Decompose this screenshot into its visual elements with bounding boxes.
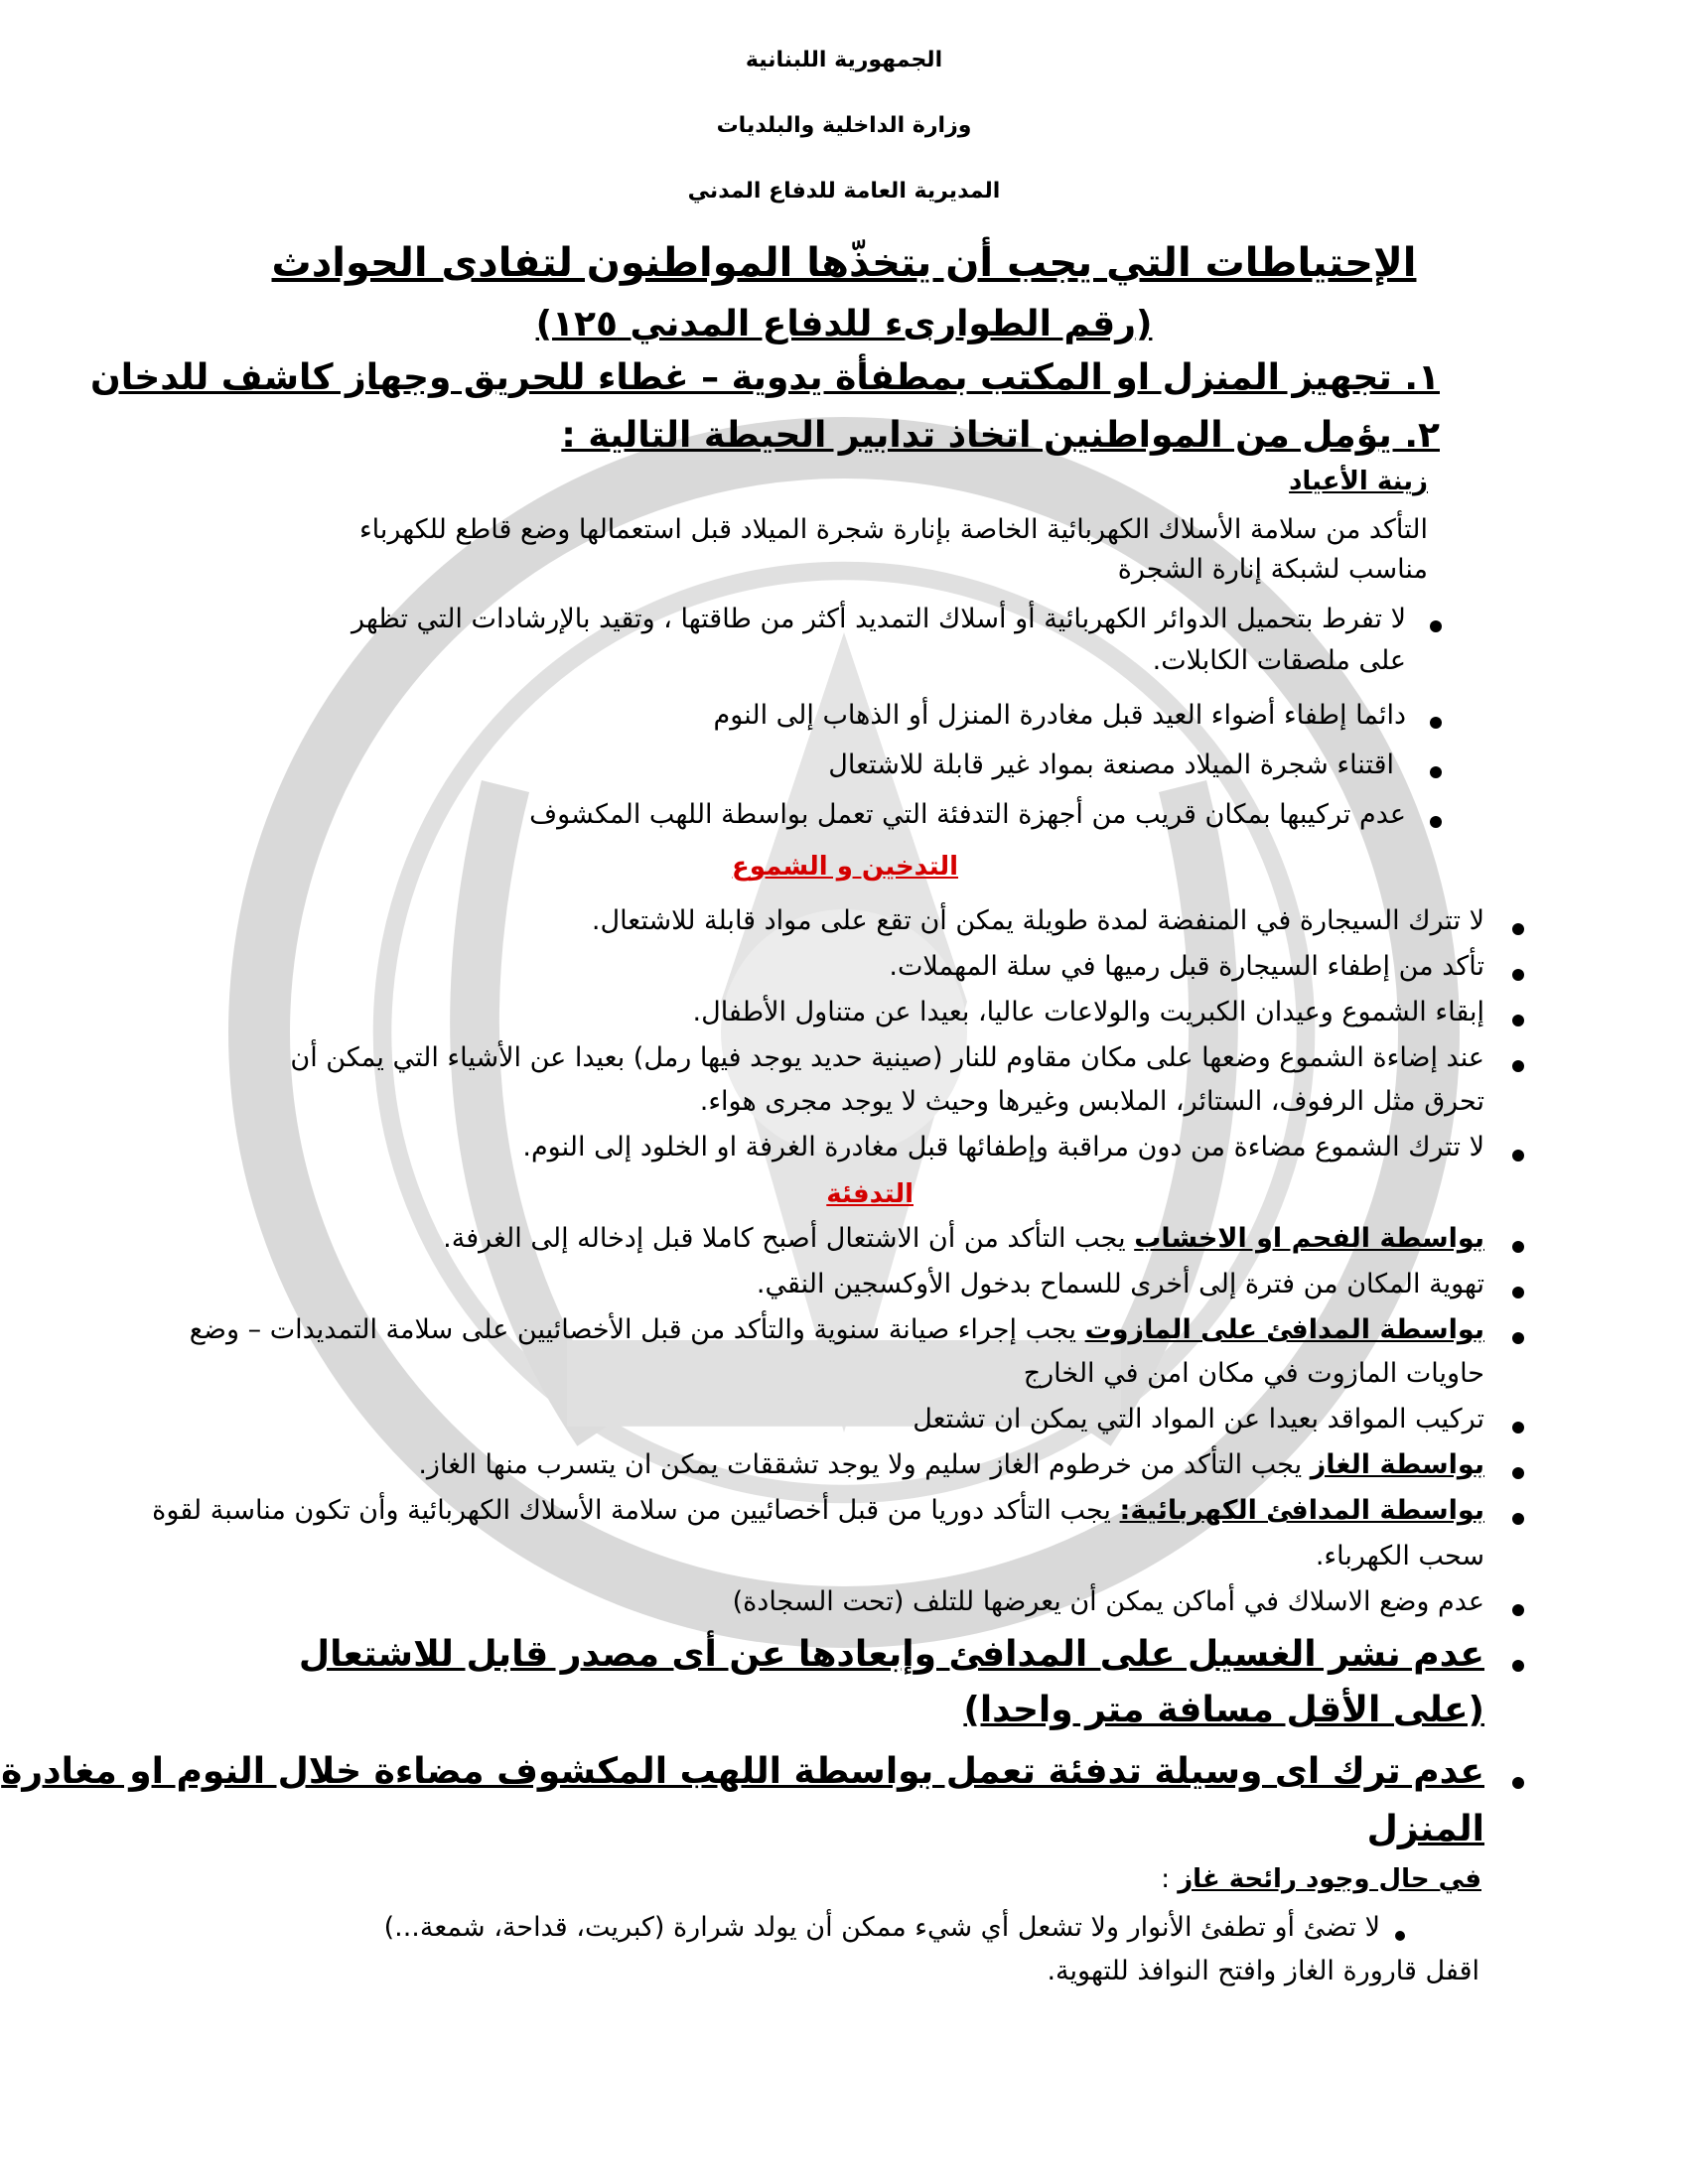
bullet-icon bbox=[1512, 1422, 1524, 1433]
gas-heading-row bbox=[1161, 1864, 1481, 1894]
holidays-bullet-2: دائما إطفاء أضواء العيد قبل مغادرة المنزل أو الذهاب إلى النوم bbox=[713, 700, 1406, 731]
heating-bullet-8-line1: عدم نشر الغسيل على المدافئ وإبعادها عن أى مصدر قابل للاشتعال bbox=[298, 1634, 1484, 1675]
item-1-equipment: ١. تجهيز المنزل او المكتب بمطفأة يدوية – غطاء للحريق وجهاز كاشف للدخان bbox=[90, 357, 1440, 398]
header-republic: الجمهورية اللبنانية bbox=[745, 48, 943, 72]
bullet-icon bbox=[1512, 1467, 1524, 1479]
heating-bullet-5 bbox=[418, 1449, 1484, 1480]
smoking-bullet-4-line1: عند إضاءة الشموع وضعها على مكان مقاوم للنار (صينية حديد يوجد فيها رمل) بعيدا عن الأشياء التي يمكن أن bbox=[290, 1042, 1484, 1073]
heating-bullet-4: تركيب المواقد بعيدا عن المواد التي يمكن ان تشتعل bbox=[913, 1404, 1484, 1434]
gas-heading: في حال وجود رائحة غاز bbox=[1178, 1864, 1481, 1894]
heating-bullet-3-label: بواسطة المدافئ على المازوت bbox=[1084, 1314, 1484, 1345]
holidays-bullet-1-line2: على ملصقات الكابلات. bbox=[1152, 645, 1406, 676]
heating-bullet-1-text: يجب التأكد من أن الاشتعال أصبح كاملا قبل إدخاله إلى الغرفة. bbox=[443, 1223, 1135, 1254]
heating-bullet-6 bbox=[152, 1495, 1484, 1526]
smoking-bullet-1: لا تترك السيجارة في المنفضة لمدة طويلة يمكن أن تقع على مواد قابلة للاشتعال. bbox=[591, 905, 1484, 936]
bullet-icon bbox=[1512, 1060, 1524, 1072]
holidays-intro-line1: التأكد من سلامة الأسلاك الكهربائية الخاصة بإنارة شجرة الميلاد قبل استعمالها وضع قاطع للكهرباء bbox=[358, 514, 1428, 545]
holidays-bullet-1-line1: لا تفرط بتحميل الدوائر الكهربائية أو أسلاك التمديد أكثر من طاقتها ، وتقيد بالإرشادات التي تظهر bbox=[351, 604, 1406, 634]
heating-bullet-5-text: يجب التأكد من خرطوم الغاز سليم ولا يوجد تشققات يمكن ان يتسرب منها الغاز. bbox=[418, 1449, 1311, 1480]
bullet-icon bbox=[1512, 1287, 1524, 1298]
bullet-icon bbox=[1430, 816, 1442, 828]
smoking-bullet-3: إبقاء الشموع وعيدان الكبريت والولاعات عاليا، بعيدا عن متناول الأطفال. bbox=[692, 997, 1484, 1027]
smoking-bullet-5: لا تترك الشموع مضاءة من دون مراقبة وإطفائها قبل مغادرة الغرفة او الخلود إلى النوم. bbox=[522, 1132, 1484, 1162]
bullet-icon bbox=[1512, 923, 1524, 935]
bullet-icon bbox=[1512, 1241, 1524, 1253]
bullet-icon bbox=[1395, 1931, 1405, 1941]
gas-bullet-2: اقفل قارورة الغاز وافتح النوافذ للتهوية. bbox=[1047, 1956, 1479, 1986]
holidays-intro-line2: مناسب لشبكة إنارة الشجرة bbox=[1117, 554, 1428, 585]
heating-bullet-6-text: يجب التأكد دوريا من قبل أخصائيين من سلامة الأسلاك الكهربائية وأن تكون مناسبة لقوة bbox=[152, 1495, 1120, 1526]
gas-bullet-1: لا تضئ أو تطفئ الأنوار ولا تشعل أي شيء ممكن أن يولد شرارة (كبريت، قداحة، شمعة...) bbox=[383, 1912, 1380, 1943]
bullet-icon bbox=[1512, 1513, 1524, 1525]
heating-bullet-6-label: بواسطة المدافئ الكهربائية: bbox=[1119, 1495, 1484, 1526]
bullet-icon bbox=[1512, 1150, 1524, 1161]
bullet-icon bbox=[1512, 969, 1524, 981]
heating-bullet-3-line2: حاويات المازوت في مكان امن في الخارج bbox=[1023, 1358, 1484, 1389]
holidays-heading: زينة الأعياد bbox=[1289, 467, 1428, 496]
emergency-number: (رقم الطوارىء للدفاع المدني ١٢٥) bbox=[535, 304, 1153, 344]
smoking-bullet-4-line2: تحرق مثل الرفوف، الستائر، الملابس وغيرها وحيث لا يوجد مجرى هواء. bbox=[699, 1086, 1484, 1117]
smoking-bullet-2: تأكد من إطفاء السيجارة قبل رميها في سلة المهملات. bbox=[889, 951, 1484, 982]
bullet-icon bbox=[1430, 717, 1442, 729]
item-2-precautions: ٢. يؤمل من المواطنين اتخاذ تدابير الحيطة التالية : bbox=[561, 415, 1440, 456]
heating-bullet-7: عدم وضع الاسلاك في أماكن يمكن أن يعرضها للتلف (تحت السجادة) bbox=[732, 1586, 1484, 1617]
heating-bullet-3 bbox=[190, 1314, 1484, 1345]
bullet-icon bbox=[1430, 766, 1442, 778]
heating-bullet-1-label: بواسطة الفحم او الاخشاب bbox=[1134, 1223, 1484, 1254]
bullet-icon bbox=[1512, 1015, 1524, 1026]
header-ministry: وزارة الداخلية والبلديات bbox=[716, 113, 972, 138]
bullet-icon bbox=[1512, 1332, 1524, 1344]
heating-bullet-9-line2: المنزل bbox=[1366, 1809, 1484, 1849]
heating-bullet-9-line1: عدم ترك اى وسيلة تدفئة تعمل بواسطة اللهب المكشوف مضاءة خلال النوم او مغادرة bbox=[1, 1751, 1484, 1792]
smoking-candles-heading: التدخين و الشموع bbox=[732, 852, 958, 882]
page-title: الإحتياطات التي يجب أن يتخذّها المواطنون لتفادى الحوادث bbox=[271, 240, 1417, 286]
heating-heading: التدفئة bbox=[826, 1179, 914, 1209]
gas-heading-colon: : bbox=[1161, 1864, 1179, 1894]
heating-bullet-5-label: بواسطة الغاز bbox=[1310, 1449, 1484, 1480]
holidays-bullet-4: عدم تركيبها بمكان قريب من أجهزة التدفئة التي تعمل بواسطة اللهب المكشوف bbox=[529, 799, 1406, 830]
bullet-icon bbox=[1512, 1777, 1524, 1789]
bullet-icon bbox=[1512, 1604, 1524, 1616]
holidays-bullet-3: اقتناء شجرة الميلاد مصنعة بمواد غير قابلة للاشتعال bbox=[828, 750, 1394, 780]
heating-bullet-2: تهوية المكان من فترة إلى أخرى للسماح بدخول الأوكسجين النقي. bbox=[756, 1269, 1484, 1299]
heating-bullet-6-line2: سحب الكهرباء. bbox=[1315, 1541, 1484, 1571]
heating-bullet-1 bbox=[443, 1223, 1484, 1254]
bullet-icon bbox=[1512, 1660, 1524, 1672]
bullet-icon bbox=[1430, 620, 1442, 632]
heating-bullet-3-text: يجب إجراء صيانة سنوية والتأكد من قبل الأخصائيين على سلامة التمديدات – وضع bbox=[189, 1314, 1085, 1345]
heating-bullet-8-line2: (على الأقل مسافة متر واحدا) bbox=[963, 1690, 1484, 1730]
header-directorate: المديرية العامة للدفاع المدني bbox=[687, 179, 1001, 204]
